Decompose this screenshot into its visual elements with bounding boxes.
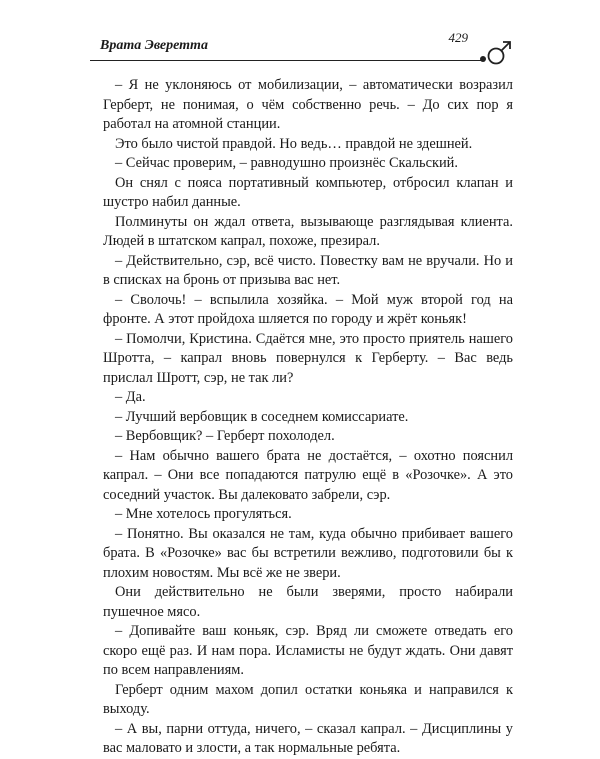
paragraph: Он снял с пояса портативный компьютер, отбросил клапан и шустро набил данные. [103, 174, 513, 210]
paragraph: – Сейчас проверим, – равнодушно произнёс Скальский. [115, 155, 458, 171]
paragraph: – Помолчи, Кристина. Сдаётся мне, это просто приятель нашего Шротта, – капрал вновь повернулся к Герберту. – Вас ведь прислал Шротт, сэр, не так ли? [103, 330, 513, 386]
paragraph: – Понятно. Вы оказался не там, куда обычно прибивает вашего брата. В «Розочке» вас бы встретили вежливо, подготовили бы к плохим новостям. Мы всё же не звери. [103, 525, 513, 581]
body-text [103, 76, 513, 759]
male-symbol-icon [484, 38, 514, 68]
paragraph: – Вербовщик? – Герберт похолодел. [115, 428, 335, 444]
paragraph: – Действительно, сэр, всё чисто. Повестку вам не вручали. Но и в списках на бронь от призыва вас нет. [103, 252, 513, 288]
paragraph: Они действительно не были зверями, просто набирали пушечное мясо. [103, 584, 513, 620]
paragraph: – Допивайте ваш коньяк, сэр. Вряд ли сможете отведать его скоро ещё раз. И нам пора. Исламисты не будут ждать. Они давят по всем направлениям. [103, 623, 513, 678]
paragraph: – Мне хотелось прогуляться. [115, 506, 292, 522]
paragraph: – Я не уклоняюсь от мобилизации, – автоматически возразил Герберт, не понимая, о чём собственно речь. – До сих пор я работал на атомной станции. [103, 77, 513, 132]
paragraph: – Сволочь! – вспылила хозяйка. – Мой муж второй год на фронте. А этот пройдоха шляется по городу и жрёт коньяк! [103, 291, 513, 327]
paragraph: – Да. [115, 389, 146, 405]
page-header [90, 30, 520, 70]
paragraph: Герберт одним махом допил остатки коньяка и направился к выходу. [103, 681, 513, 717]
paragraph: Это было чистой правдой. Но ведь… правдой не здешней. [115, 135, 473, 152]
page-number: 429 [448, 30, 468, 45]
paragraph: – А вы, парни оттуда, ничего, – сказал капрал. – Дисциплины у вас маловато и злости, а так нормальные ребята. [103, 720, 513, 756]
header-rule [90, 60, 482, 61]
paragraph: – Лучший вербовщик в соседнем комиссариате. [115, 408, 409, 425]
paragraph: Полминуты он ждал ответа, вызывающе разглядывая клиента. Людей в штатском капрал, похоже, презирал. [103, 213, 513, 249]
paragraph: – Нам обычно вашего брата не достаётся, – охотно пояснил капрал. – Они все попадаются патрулю ещё в «Розочке». А это соседний участок. Вы далековато забрели, сэр. [103, 447, 513, 503]
running-title: Врата Эверетта [100, 38, 208, 53]
